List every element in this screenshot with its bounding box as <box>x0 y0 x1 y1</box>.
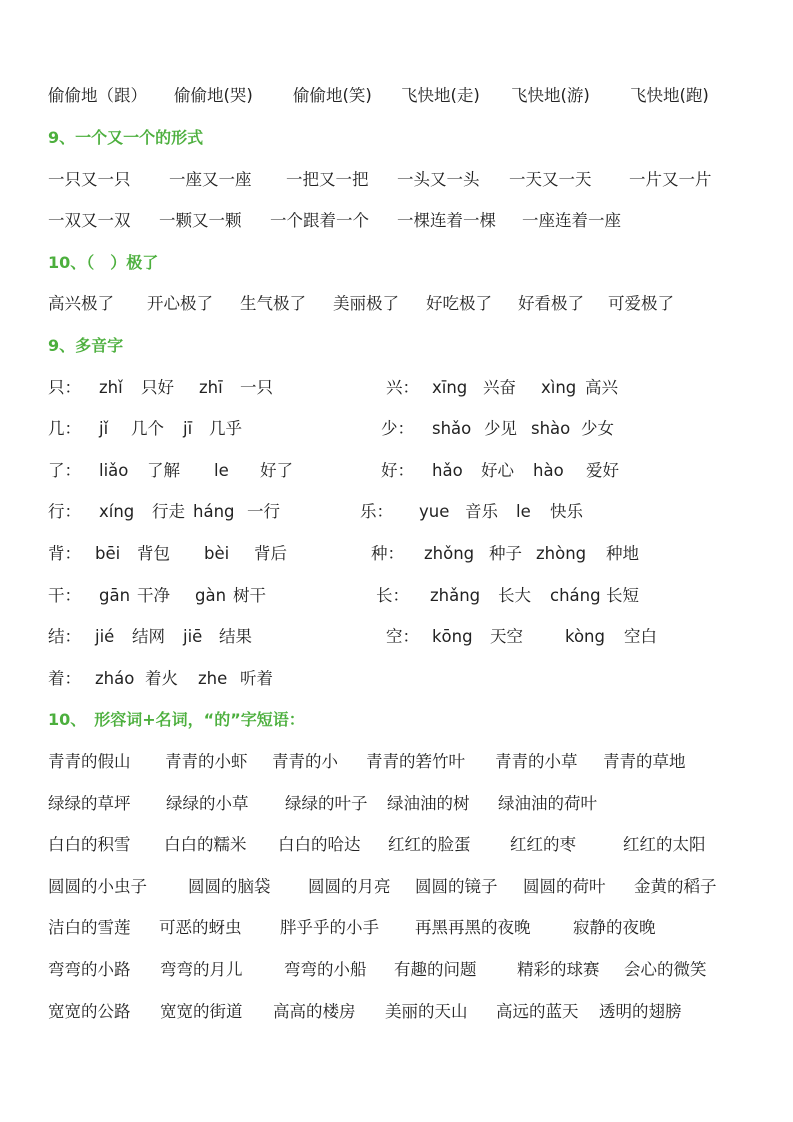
word: 爱好 <box>586 461 619 480</box>
polyphone-row <box>0 497 793 527</box>
word: 快乐 <box>550 502 583 521</box>
phrase: 一头又一头 <box>397 170 480 189</box>
word: 着火 <box>145 669 178 688</box>
pinyin: zhī <box>199 378 223 397</box>
word: 种地 <box>606 544 639 563</box>
char-label: 着： <box>48 669 81 688</box>
phrase-row <box>0 747 793 777</box>
word: 长大 <box>498 586 531 605</box>
pinyin: kòng <box>565 627 605 646</box>
phrase: 偷偷地（跟） <box>48 86 147 105</box>
phrase: 青青的小草 <box>495 752 578 771</box>
phrase: 胖乎乎的小手 <box>280 918 379 937</box>
char-label: 种： <box>371 544 404 563</box>
char-label: 行： <box>48 502 81 521</box>
word: 好了 <box>260 461 293 480</box>
pinyin: zhe <box>198 669 228 688</box>
pinyin: le <box>214 461 229 480</box>
phrase-row <box>0 830 793 860</box>
phrase: 绿绿的叶子 <box>285 794 368 813</box>
phrase: 红红的脸蛋 <box>388 835 471 854</box>
pinyin: xìng <box>541 378 577 397</box>
phrase: 圆圆的镜子 <box>415 877 498 896</box>
phrase-row <box>0 872 793 902</box>
section-heading: 10、（ ）极了 <box>48 253 159 272</box>
char-label: 好： <box>381 461 414 480</box>
word: 种子 <box>489 544 522 563</box>
polyphone-row <box>0 373 793 403</box>
char-label: 干： <box>48 586 81 605</box>
phrase: 一天又一天 <box>509 170 592 189</box>
polyphone-row <box>0 581 793 611</box>
phrase: 一把又一把 <box>286 170 369 189</box>
phrase: 美丽的天山 <box>385 1002 468 1021</box>
char-label: 乐： <box>360 502 393 521</box>
phrase: 高兴极了 <box>48 294 114 313</box>
char-label: 空： <box>386 627 419 646</box>
section-heading-row <box>0 705 793 735</box>
phrase: 红红的枣 <box>510 835 576 854</box>
phrase: 寂静的夜晚 <box>573 918 656 937</box>
phrase: 绿绿的草坪 <box>48 794 131 813</box>
pinyin: zhòng <box>536 544 587 563</box>
phrase: 洁白的雪莲 <box>48 918 131 937</box>
phrase: 飞快地(走) <box>401 86 480 105</box>
char-label: 长： <box>376 586 409 605</box>
polyphone-row <box>0 664 793 694</box>
phrase: 青青的箬竹叶 <box>366 752 465 771</box>
section-heading-row <box>0 331 793 361</box>
section-heading-row <box>0 123 793 153</box>
phrase: 白白的积雪 <box>48 835 131 854</box>
phrase: 绿油油的荷叶 <box>498 794 597 813</box>
pinyin: xīng <box>432 378 468 397</box>
word: 一只 <box>240 378 273 397</box>
word: 音乐 <box>465 502 498 521</box>
word: 结网 <box>132 627 165 646</box>
phrase: 一棵连着一棵 <box>397 211 496 230</box>
char-label: 只： <box>48 378 81 397</box>
pinyin: shào <box>531 419 571 438</box>
phrase: 一座连着一座 <box>522 211 621 230</box>
pinyin: bēi <box>95 544 121 563</box>
pinyin: zhǎng <box>430 586 481 605</box>
phrase: 会心的微笑 <box>624 960 707 979</box>
phrase: 透明的翅膀 <box>599 1002 682 1021</box>
word: 空白 <box>624 627 657 646</box>
char-label: 少： <box>381 419 414 438</box>
phrase-row <box>0 789 793 819</box>
phrase: 精彩的球赛 <box>517 960 600 979</box>
pinyin: zhǐ <box>99 378 123 397</box>
phrase: 一座又一座 <box>169 170 252 189</box>
pinyin: jī <box>183 419 193 438</box>
phrase: 青青的草地 <box>603 752 686 771</box>
pinyin: le <box>516 502 531 521</box>
phrase: 圆圆的脑袋 <box>188 877 271 896</box>
pinyin: bèi <box>204 544 230 563</box>
word: 了解 <box>147 461 180 480</box>
phrase: 高远的蓝天 <box>496 1002 579 1021</box>
phrase: 有趣的问题 <box>394 960 477 979</box>
word: 树干 <box>233 586 266 605</box>
phrase: 偷偷地(笑) <box>293 86 372 105</box>
word: 几乎 <box>209 419 242 438</box>
phrase: 绿油油的树 <box>387 794 470 813</box>
pinyin: gàn <box>195 586 227 605</box>
phrase: 红红的太阳 <box>623 835 706 854</box>
word: 兴奋 <box>483 378 516 397</box>
phrase-row <box>0 913 793 943</box>
pinyin: hǎo <box>432 461 463 480</box>
phrase: 绿绿的小草 <box>166 794 249 813</box>
phrase: 飞快地(游) <box>511 86 590 105</box>
phrase: 开心极了 <box>147 294 213 313</box>
phrase: 青青的小虾 <box>165 752 248 771</box>
word: 少女 <box>581 419 614 438</box>
pinyin: zháo <box>95 669 135 688</box>
pinyin: liǎo <box>99 461 129 480</box>
pinyin: yue <box>419 502 450 521</box>
word: 干净 <box>137 586 170 605</box>
adverb-phrase-row <box>0 81 793 111</box>
phrase: 白白的哈达 <box>278 835 361 854</box>
pinyin: hào <box>533 461 564 480</box>
word: 结果 <box>219 627 252 646</box>
phrase: 美丽极了 <box>333 294 399 313</box>
char-label: 背： <box>48 544 81 563</box>
word: 一行 <box>247 502 280 521</box>
char-label: 结： <box>48 627 81 646</box>
phrase: 宽宽的公路 <box>48 1002 131 1021</box>
word: 听着 <box>240 669 273 688</box>
phrase: 好看极了 <box>518 294 584 313</box>
phrase: 圆圆的小虫子 <box>48 877 147 896</box>
polyphone-row <box>0 456 793 486</box>
pinyin: jiē <box>183 627 203 646</box>
pinyin: cháng <box>550 586 601 605</box>
phrase: 一只又一只 <box>48 170 131 189</box>
pinyin: zhǒng <box>424 544 475 563</box>
phrase: 白白的糯米 <box>164 835 247 854</box>
word: 少见 <box>484 419 517 438</box>
phrase-row <box>0 206 793 236</box>
word: 行走 <box>152 502 185 521</box>
polyphone-row <box>0 414 793 444</box>
phrase: 金黄的稻子 <box>634 877 717 896</box>
phrase: 一颗又一颗 <box>159 211 242 230</box>
phrase-row <box>0 997 793 1027</box>
polyphone-row <box>0 622 793 652</box>
phrase-row <box>0 165 793 195</box>
word: 只好 <box>141 378 174 397</box>
phrase: 圆圆的月亮 <box>308 877 391 896</box>
pinyin: jǐ <box>99 419 109 438</box>
char-label: 了： <box>48 461 81 480</box>
phrase: 再黑再黑的夜晚 <box>415 918 531 937</box>
pinyin: shǎo <box>432 419 472 438</box>
phrase: 飞快地(跑) <box>630 86 709 105</box>
section-heading: 9、多音字 <box>48 336 124 355</box>
section-heading-row <box>0 248 793 278</box>
pinyin: xíng <box>99 502 135 521</box>
phrase: 青青的小 <box>272 752 338 771</box>
word: 天空 <box>490 627 523 646</box>
pinyin: gān <box>99 586 131 605</box>
phrase: 一个跟着一个 <box>270 211 369 230</box>
pinyin: kōng <box>432 627 473 646</box>
section-heading: 10、 形容词+名词，“的”字短语： <box>48 710 305 729</box>
phrase: 青青的假山 <box>48 752 131 771</box>
phrase: 圆圆的荷叶 <box>523 877 606 896</box>
word: 背包 <box>137 544 170 563</box>
word: 高兴 <box>585 378 618 397</box>
word: 几个 <box>131 419 164 438</box>
phrase: 弯弯的小船 <box>284 960 367 979</box>
phrase: 一双又一双 <box>48 211 131 230</box>
char-label: 兴： <box>386 378 419 397</box>
pinyin: háng <box>193 502 235 521</box>
word: 背后 <box>254 544 287 563</box>
phrase: 可恶的蚜虫 <box>159 918 242 937</box>
phrase: 弯弯的小路 <box>48 960 131 979</box>
phrase: 好吃极了 <box>426 294 492 313</box>
polyphone-row <box>0 539 793 569</box>
phrase: 一片又一片 <box>629 170 712 189</box>
phrase: 可爱极了 <box>608 294 674 313</box>
phrase: 宽宽的街道 <box>160 1002 243 1021</box>
char-label: 几： <box>48 419 81 438</box>
phrase: 偷偷地(哭) <box>174 86 253 105</box>
phrase: 高高的楼房 <box>273 1002 356 1021</box>
phrase-row <box>0 289 793 319</box>
pinyin: jié <box>95 627 115 646</box>
phrase: 弯弯的月儿 <box>160 960 243 979</box>
word: 长短 <box>606 586 639 605</box>
phrase: 生气极了 <box>240 294 306 313</box>
word: 好心 <box>481 461 514 480</box>
phrase-row <box>0 955 793 985</box>
section-heading: 9、一个又一个的形式 <box>48 128 204 147</box>
